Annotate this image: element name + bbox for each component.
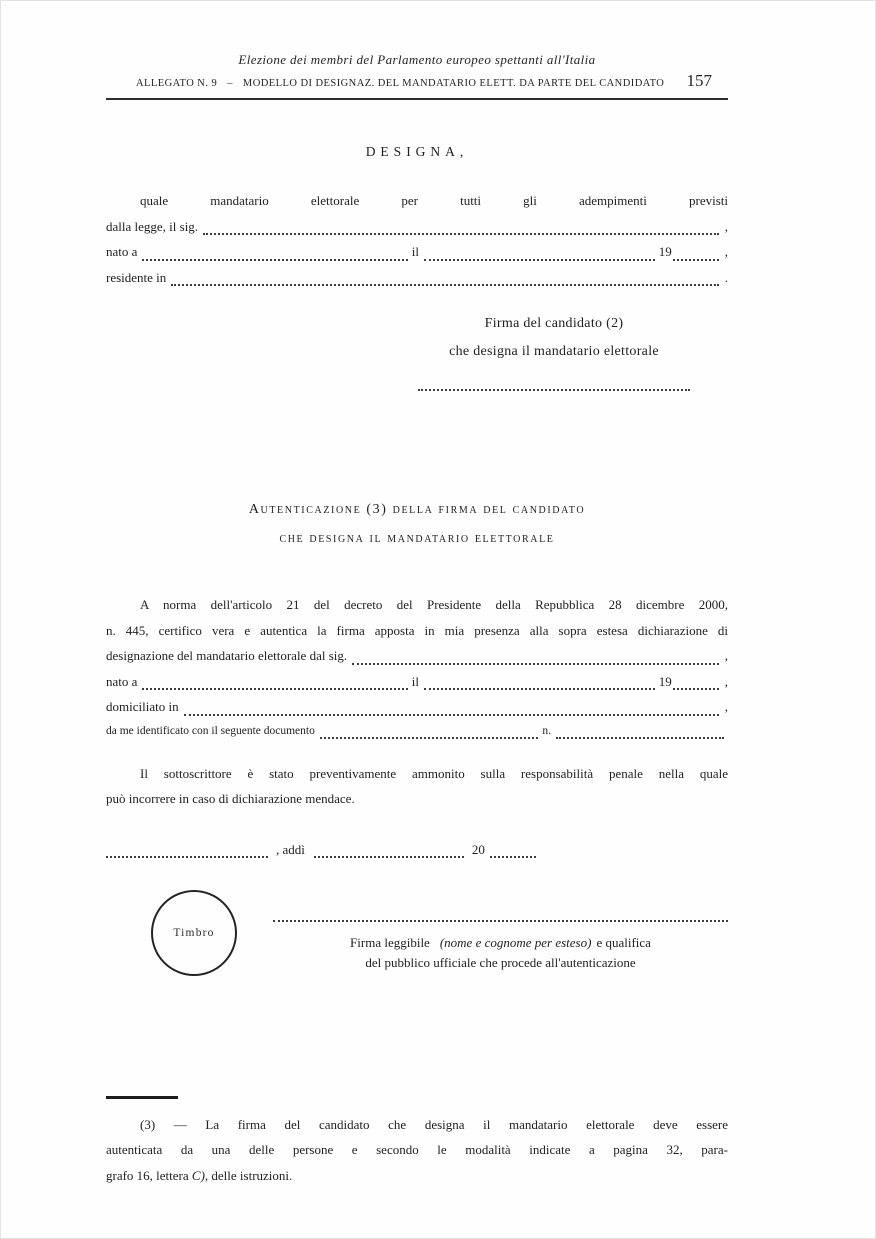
identified-with-label: da me identificato con il seguente documento (106, 724, 315, 737)
auth-year-fill-field (673, 688, 719, 690)
stamp-label: Timbro (173, 926, 215, 939)
name-fill-field (203, 233, 719, 235)
designation-line-4 (106, 265, 728, 291)
year-20-label: 20 (471, 841, 485, 857)
candidate-signature-block (404, 310, 704, 391)
birthdate-fill-field (424, 259, 655, 261)
auth-year-19-label: 19 (658, 673, 672, 689)
authentication-heading-line-2: che designa il mandatario elettorale (279, 531, 555, 546)
domicile-fill-field (184, 714, 719, 716)
officer-signature-row (106, 889, 728, 976)
date-line (106, 837, 728, 862)
auth-line-2: n. 445, certifico vera e autentica la firma apposta in mia presenza alla sopra estesa dichiarazione di (106, 622, 728, 638)
caption-nome-cognome: (nome e cognome per esteso) (439, 934, 592, 950)
footnote (106, 1112, 728, 1189)
auth-born-comma: , (724, 673, 728, 689)
dash-separator: – (227, 78, 233, 89)
warning-line-1: Il sottoscrittore è stato preventivamente ammonito sulla responsabilità penale nella quale (140, 765, 728, 781)
stamp-circle (151, 890, 237, 976)
running-title: Elezione dei membri del Parlamento europeo spettanti all'Italia (238, 52, 596, 67)
identified-document-line (106, 720, 728, 743)
auth-domicile-line (106, 694, 728, 720)
line2-text: dalla legge, il sig. (106, 218, 199, 234)
date-year-fill-field (490, 856, 536, 858)
designa-heading: DESIGNA, (365, 144, 469, 159)
document-number-label: n. (542, 724, 551, 737)
addi-label: , addì (276, 841, 305, 857)
auth-birthplace-fill-field (142, 688, 407, 690)
line4-period: . (724, 269, 728, 285)
auth-born-at-label: nato a (106, 673, 138, 689)
allegato-label: ALLEGATO N. 9 (136, 78, 218, 89)
auth-line-1: A norma dell'articolo 21 del decreto del Presidente della Repubblica 28 dicembre 2000, (140, 597, 728, 612)
allegato-heading (136, 78, 664, 91)
on-date-label: il (411, 244, 419, 259)
header-row (106, 71, 728, 91)
born-at-label: nato a (106, 244, 138, 259)
footnote-line3-lettera-c: C) (191, 1167, 205, 1183)
footnote-line-1: (3) — La firma del candidato che designa il mandatario elettorale deve essere (140, 1116, 728, 1132)
authentication-heading-line-1: Autenticazione (3) della firma del candidato (248, 502, 586, 517)
officer-caption-line-2: del pubblico ufficiale che procede all'autenticazione (365, 954, 636, 970)
warning-paragraph (106, 761, 728, 812)
day-fill-field (314, 856, 464, 858)
caption-firma-leggibile: Firma leggibile (350, 934, 430, 950)
birthplace-fill-field (142, 259, 407, 261)
designation-line-3 (106, 239, 728, 265)
authentication-paragraph (106, 592, 728, 743)
allegato-title: MODELLO DI DESIGNAZ. DEL MANDATARIO ELETT. DA PARTE DEL CANDIDATO (242, 78, 665, 89)
auth-born-line (106, 669, 728, 695)
auth-line-3 (106, 643, 728, 669)
header-rule (106, 98, 728, 100)
footnote-line-2: autenticata da una delle persone e secondo le modalità indicate a pagina 32, para- (106, 1142, 728, 1157)
auth-on-date-label: il (411, 673, 419, 689)
auth-line3-comma: , (724, 648, 728, 663)
domiciled-in-label: domiciliato in (106, 699, 179, 714)
page-number: 157 (686, 71, 712, 90)
document-type-fill-field (320, 737, 538, 739)
auth-name-fill-field (352, 663, 719, 665)
footnote-rule (106, 1096, 178, 1099)
domicile-comma: , (724, 699, 728, 714)
officer-signature-field (273, 920, 728, 922)
place-fill-field (106, 856, 268, 858)
candidate-signature-caption-1: Firma del candidato (2) (484, 316, 624, 331)
footnote-line3-pre: grafo 16, lettera (106, 1167, 192, 1183)
candidate-signature-caption-2: che designa il mandatario elettorale (449, 344, 659, 359)
footnote-line-3 (106, 1163, 728, 1189)
caption-e-qualifica: e qualifica (596, 934, 651, 950)
residence-fill-field (171, 284, 718, 286)
year-19-label: 19 (658, 244, 672, 259)
document-number-fill-field (556, 737, 724, 739)
footnote-line3-post: , delle istruzioni. (204, 1167, 293, 1183)
dal-sig-label: designazione del mandatario elettorale dal sig. (106, 648, 348, 663)
designation-line-1: quale mandatario elettorale per tutti gli adempimenti previsti (140, 193, 728, 208)
authentication-heading (106, 495, 728, 553)
line3-comma: , (724, 244, 728, 259)
auth-birthdate-fill-field (424, 688, 655, 690)
candidate-signature-field (418, 389, 690, 391)
designation-line-2 (106, 214, 728, 240)
warning-line-2: può incorrere in caso di dichiarazione mendace. (106, 791, 355, 806)
officer-caption-line-1 (273, 933, 728, 953)
page-content (106, 0, 728, 1188)
officer-signature-caption (273, 933, 728, 973)
officer-signature-area (273, 889, 728, 976)
resident-in-label: residente in (106, 269, 167, 285)
line2-comma: , (724, 218, 728, 234)
year-fill-field (673, 259, 719, 261)
designation-paragraph (106, 188, 728, 290)
